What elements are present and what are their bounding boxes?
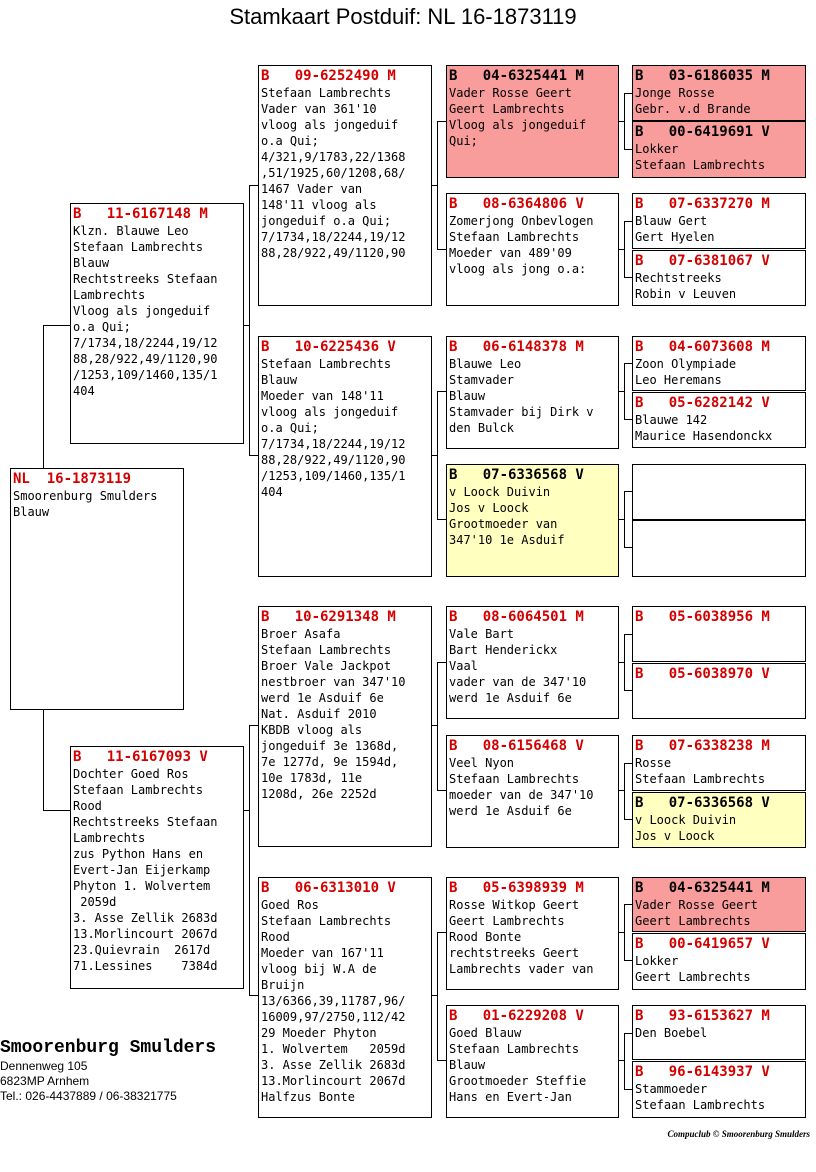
connector-line (624, 960, 632, 961)
bird-info-line: Vaal (449, 659, 478, 673)
bird-info-line: Stefaan Lambrechts (635, 772, 766, 786)
connector-line (624, 93, 625, 150)
bird-info-line: 16009,97/2750,112/42 (261, 1010, 406, 1024)
gg-card-1[interactable] (632, 65, 806, 121)
bird-info-line: jongeduif 3e 1368d, (261, 739, 399, 753)
bird-info-line: vloog als jong o.a: (449, 262, 587, 276)
connector-line (624, 1033, 632, 1034)
ring-number: B 05-6282142 V (635, 395, 770, 411)
ring-number: B 08-6364806 V (449, 196, 584, 212)
footer-credit: Compuclub © Smoorenburg Smulders (667, 1129, 810, 1139)
ring-number: B 03-6186035 M (635, 68, 770, 84)
ring-number: B 04-6325441 M (635, 880, 770, 896)
connector-line (624, 419, 632, 420)
connector-line (249, 185, 250, 456)
ring-number: B 05-6398939 M (449, 880, 584, 896)
bird-info-line: den Bulck (449, 421, 515, 435)
bird-info-line: 148'11 vloog als (261, 198, 377, 212)
sire-dam-card[interactable] (258, 336, 432, 577)
bird-info-line: 347'10 1e Asduif (449, 533, 565, 547)
bird-info-line: 7/1734,18/2244,19/12 (73, 336, 218, 350)
ring-number: B 07-6337270 M (635, 196, 770, 212)
bird-info-line: Qui; (449, 134, 478, 148)
connector-line (43, 709, 44, 811)
connector-line (437, 121, 446, 122)
owner-block (0, 1037, 216, 1104)
bird-info-line: jongeduif o.a Qui; (261, 214, 392, 228)
connector-line (437, 662, 438, 791)
ssd-card[interactable] (446, 193, 619, 306)
bird-info-line: 88,28/922,49/1120,90 (261, 453, 406, 467)
bird-info-line: Stefaan Lambrechts (261, 357, 392, 371)
bird-info-line: KBDB vloog als (261, 723, 363, 737)
bird-info-line: Stefaan Lambrechts (635, 158, 766, 172)
connector-line (624, 363, 625, 420)
bird-info-line: Rosse Witkop Geert (449, 898, 580, 912)
sss-card[interactable] (446, 65, 619, 178)
connector-line (249, 455, 258, 456)
bird-info-line: Geert Lambrechts (635, 970, 751, 984)
bird-info-line: ,51/1925,60/1208,68/ (261, 166, 406, 180)
bird-info-line: Halfzus Bonte (261, 1090, 355, 1104)
bird-info-line: werd 1e Asduif 6e (449, 804, 572, 818)
bird-info-line: Gert Hyelen (635, 230, 715, 244)
ring-number: B 00-6419691 V (635, 124, 770, 140)
bird-info-line: Den Boebel (635, 1026, 708, 1040)
ring-number: B 11-6167148 M (73, 206, 208, 222)
ring-number: B 10-6225436 V (261, 339, 396, 355)
bird-info-line: Phyton 1. Wolvertem (73, 879, 211, 893)
connector-line (624, 1089, 632, 1090)
bird-info-line: Grootmoeder Steffie (449, 1074, 587, 1088)
bird-info-line: Lokker (635, 142, 679, 156)
bird-info-line: 404 (73, 384, 95, 398)
bird-info-line: 10e 1783d, 11e (261, 771, 363, 785)
bird-info-line: 1208d, 26e 2252d (261, 787, 377, 801)
gg-card-11[interactable] (632, 735, 806, 791)
bird-info-line: nestbroer van 347'10 (261, 675, 406, 689)
ring-number: B 04-6073608 M (635, 339, 770, 355)
bird-info-line: o.a Qui; (261, 421, 319, 435)
bird-info-line: v Loock Duivin (635, 813, 737, 827)
bird-info-line: Smoorenburg Smulders (13, 489, 158, 503)
bird-info-line: 7/1734,18/2244,19/12 (261, 230, 406, 244)
ring-number: B 93-6153627 M (635, 1008, 770, 1024)
ring-number: B 07-6338238 M (635, 738, 770, 754)
owner-phone: Tel.: 026-4437889 / 06-38321775 (0, 1089, 177, 1103)
connector-line (249, 725, 250, 996)
bird-info-line: Stammoeder (635, 1082, 708, 1096)
bird-info-line: Blauw (261, 373, 298, 387)
connector-line (43, 325, 70, 326)
connector-line (624, 763, 632, 764)
bird-info-line: Stefaan Lambrechts (73, 240, 204, 254)
connector-line (624, 221, 632, 222)
bird-info-line: Blauw (13, 505, 50, 519)
bird-info-line: Broer Vale Jackpot (261, 659, 392, 673)
ring-number: B 01-6229208 V (449, 1008, 584, 1024)
bird-info-line: 13.Morlincourt 2067d (73, 927, 218, 941)
bird-info-line: Geert Lambrechts (635, 914, 751, 928)
dds-card[interactable] (446, 877, 619, 990)
bird-info-line: Stefaan Lambrechts (449, 230, 580, 244)
bird-info-line: Stefaan Lambrechts (73, 783, 204, 797)
bird-info-line: Klzn. Blauwe Leo (73, 224, 189, 238)
gg-card-4[interactable] (632, 250, 806, 306)
bird-info-line: Blauw (449, 389, 486, 403)
connector-line (624, 221, 625, 278)
bird-info-line: Leo Heremans (635, 373, 722, 387)
bird-info-line: Veel Nyon (449, 756, 515, 770)
bird-info-line: werd 1e Asduif 6e (449, 691, 572, 705)
gg-card-14[interactable] (632, 933, 806, 990)
bird-info-line: vloog als jongeduif (261, 118, 399, 132)
connector-line (437, 932, 438, 1061)
bird-info-line: Dochter Goed Ros (73, 767, 189, 781)
bird-info-line: 7/1734,18/2244,19/12 (261, 437, 406, 451)
bird-info-line: Rood Bonte (449, 930, 522, 944)
connector-line (624, 634, 625, 691)
bird-info-line: 88,28/922,49/1120,90 (261, 246, 406, 260)
ring-number: B 07-6381067 V (635, 253, 770, 269)
bird-info-line: 3. Asse Zellik 2683d (73, 911, 218, 925)
bird-info-line: Vader Rosse Geert (635, 898, 758, 912)
bird-info-line: /1253,109/1460,135/1 (261, 469, 406, 483)
connector-line (437, 790, 446, 791)
connector-line (43, 325, 44, 468)
bird-info-line: Vale Bart (449, 627, 515, 641)
bird-info-line: Geert Lambrechts (449, 914, 565, 928)
bird-info-line: Maurice Hasendonckx (635, 429, 773, 443)
connector-line (624, 904, 625, 961)
bird-info-line: Rood (261, 930, 290, 944)
bird-info-line: vloog als jongeduif (261, 405, 399, 419)
dam-sire-card[interactable] (258, 606, 432, 847)
bird-info-line: Stefaan Lambrechts (261, 86, 392, 100)
bird-info-line: Rechtstreeks (635, 271, 722, 285)
connector-line (249, 725, 258, 726)
bird-info-line: Goed Ros (261, 898, 319, 912)
bird-info-line: Lambrechts vader van (449, 962, 594, 976)
bird-info-line: Stefaan Lambrechts (449, 772, 580, 786)
ring-number: B 06-6313010 V (261, 880, 396, 896)
ring-number: B 05-6038956 M (635, 609, 770, 625)
connector-line (624, 1033, 625, 1090)
bird-info-line: 2059d (73, 895, 117, 909)
dam-card[interactable] (70, 746, 244, 989)
bird-info-line: 13.Morlincourt 2067d (261, 1074, 406, 1088)
gg-card-12[interactable] (632, 792, 806, 848)
bird-info-line: Zomerjong Onbevlogen (449, 214, 594, 228)
bird-info-line: Blauwe Leo (449, 357, 522, 371)
bird-info-line: Blauw (73, 256, 110, 270)
connector-line (624, 819, 632, 820)
gg-card-15[interactable] (632, 1005, 806, 1060)
sdd-card[interactable] (446, 464, 619, 577)
bird-info-line: /1253,109/1460,135/1 (73, 368, 218, 382)
bird-info-line: Rechtstreeks Stefaan (73, 272, 218, 286)
bird-info-line: Robin v Leuven (635, 287, 737, 301)
bird-info-line: Vloog als jongeduif (73, 304, 211, 318)
gg-card-7[interactable] (632, 464, 806, 520)
page-title: Stamkaart Postduif: NL 16-1873119 (229, 4, 577, 29)
gg-card-10[interactable] (632, 663, 806, 719)
bird-info-line: Rechtstreeks Stefaan (73, 815, 218, 829)
bird-info-line: Stamvader (449, 373, 515, 387)
bird-info-line: 3. Asse Zellik 2683d (261, 1058, 406, 1072)
connector-line (624, 904, 632, 905)
gg-card-5[interactable] (632, 336, 806, 391)
gg-card-2[interactable] (632, 121, 806, 178)
bird-info-line: 23.Quievrain 2617d (73, 943, 211, 957)
bird-info-line: o.a Qui; (261, 134, 319, 148)
bird-info-line: Zoon Olympiade (635, 357, 737, 371)
connector-line (437, 662, 446, 663)
bird-info-line: Stefaan Lambrechts (449, 1042, 580, 1056)
bird-info-line: Blauwe 142 (635, 413, 708, 427)
ring-number: NL 16-1873119 (13, 471, 132, 487)
dss-card[interactable] (446, 606, 619, 719)
connector-line (624, 491, 625, 548)
bird-info-line: Rosse (635, 756, 672, 770)
ring-number: B 06-6148378 M (449, 339, 584, 355)
owner-address: Dennenweg 105 (0, 1059, 88, 1073)
bird-info-line: Rood (73, 799, 102, 813)
connector-line (249, 185, 258, 186)
bird-info-line: Broer Asafa (261, 627, 341, 641)
bird-info-line: vader van de 347'10 (449, 675, 587, 689)
bird-info-line: zus Python Hans en (73, 847, 204, 861)
connector-line (624, 634, 632, 635)
bird-info-line: rechtstreeks Geert (449, 946, 580, 960)
bird-info-line: Lambrechts (73, 288, 146, 302)
bird-info-line: Stefaan Lambrechts (261, 914, 392, 928)
bird-info-line: 29 Moeder Phyton (261, 1026, 377, 1040)
ring-number: B 05-6038970 V (635, 666, 770, 682)
ddd-card[interactable] (446, 1005, 619, 1118)
connector-line (437, 391, 446, 392)
dam-dam-card[interactable] (258, 877, 432, 1118)
gg-card-13[interactable] (632, 877, 806, 932)
owner-name: Smoorenburg Smulders (0, 1038, 217, 1058)
bird-info-line: 71.Lessines 7384d (73, 959, 218, 973)
bird-info-line: Moeder van 148'11 (261, 389, 384, 403)
sds-card[interactable] (446, 336, 619, 449)
bird-info-line: werd 1e Asduif 6e (261, 691, 384, 705)
bird-info-line: Lambrechts (73, 831, 146, 845)
bird-info-line: v Loock Duivin (449, 485, 551, 499)
bird-info-line: o.a Qui; (73, 320, 131, 334)
bird-info-line: Vader Rosse Geert (449, 86, 572, 100)
connector-line (437, 519, 446, 520)
bird-info-line: Jonge Rosse (635, 86, 715, 100)
bird-info-line: 404 (261, 485, 283, 499)
bird-info-line: Hans en Evert-Jan (449, 1090, 572, 1104)
bird-info-line: Bruijn (261, 978, 305, 992)
ring-number: B 11-6167093 V (73, 749, 208, 765)
connector-line (624, 690, 632, 691)
ring-number: B 07-6336568 V (635, 795, 770, 811)
gg-card-9[interactable] (632, 606, 806, 662)
bird-info-line: Gebr. v.d Brande (635, 102, 751, 116)
connector-line (43, 810, 70, 811)
bird-info-line: vloog bij W.A de (261, 962, 377, 976)
connector-line (437, 249, 446, 250)
connector-line (624, 277, 632, 278)
bird-info-line: Goed Blauw (449, 1026, 522, 1040)
bird-info-line: Blauw (449, 1058, 486, 1072)
bird-info-line: 4/321,9/1783,22/1368 (261, 150, 406, 164)
gg-card-3[interactable] (632, 193, 806, 249)
bird-info-line: Stamvader bij Dirk v (449, 405, 594, 419)
ring-number: B 96-6143937 V (635, 1064, 770, 1080)
bird-info-line: 1. Wolvertem 2059d (261, 1042, 406, 1056)
ring-number: B 07-6336568 V (449, 467, 584, 483)
bird-info-line: Nat. Asduif 2010 (261, 707, 377, 721)
bird-info-line: 88,28/922,49/1120,90 (73, 352, 218, 366)
bird-info-line: Bart Henderickx (449, 643, 558, 657)
connector-line (249, 995, 258, 996)
bird-info-line: 13/6366,39,11787,96/ (261, 994, 406, 1008)
ring-number: B 10-6291348 M (261, 609, 396, 625)
connector-line (437, 121, 438, 250)
bird-info-line: 1467 Vader van (261, 182, 363, 196)
bird-info-line: Geert Lambrechts (449, 102, 565, 116)
connector-line (624, 547, 632, 548)
connector-line (624, 491, 632, 492)
bird-info-line: Vloog als jongeduif (449, 118, 587, 132)
connector-line (624, 363, 632, 364)
sire-sire-card[interactable] (258, 65, 432, 306)
bird-info-line: Blauw Gert (635, 214, 708, 228)
bird-info-line: Jos v Loock (449, 501, 529, 515)
ring-number: B 08-6156468 V (449, 738, 584, 754)
owner-city: 6823MP Arnhem (0, 1074, 90, 1088)
bird-info-line: Stefaan Lambrechts (261, 643, 392, 657)
dsd-card[interactable] (446, 735, 619, 848)
gg-card-16[interactable] (632, 1061, 806, 1118)
ring-number: B 09-6252490 M (261, 68, 396, 84)
connector-line (437, 391, 438, 520)
bird-info-line: Grootmoeder van (449, 517, 558, 531)
connector-line (624, 763, 625, 820)
connector-line (624, 93, 632, 94)
bird-info-line: Lokker (635, 954, 679, 968)
sire-card[interactable] (70, 203, 244, 444)
bird-info-line: Jos v Loock (635, 829, 715, 843)
gg-card-6[interactable] (632, 392, 806, 448)
connector-line (437, 1060, 446, 1061)
bird-info-line: Moeder van 489'09 (449, 246, 572, 260)
ring-number: B 08-6064501 M (449, 609, 584, 625)
ring-number: B 00-6419657 V (635, 936, 770, 952)
bird-info-line: Stefaan Lambrechts (635, 1098, 766, 1112)
connector-line (437, 932, 446, 933)
ring-number: B 04-6325441 M (449, 68, 584, 84)
bird-info-line: 7e 1277d, 9e 1594d, (261, 755, 399, 769)
bird-info-line: Evert-Jan Eijerkamp (73, 863, 211, 877)
bird-info-line: Vader van 361'10 (261, 102, 377, 116)
bird-info-line: moeder van de 347'10 (449, 788, 594, 802)
connector-line (624, 149, 632, 150)
bird-info-line: Moeder van 167'11 (261, 946, 384, 960)
gg-card-8[interactable] (632, 520, 806, 577)
subject-bird-card[interactable] (10, 468, 184, 710)
